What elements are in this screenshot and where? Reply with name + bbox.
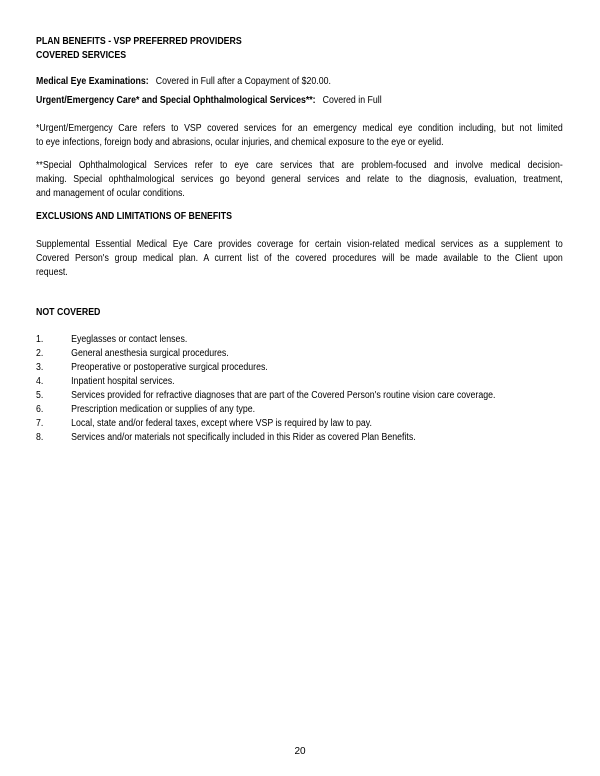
page-number: 20 xyxy=(294,746,306,757)
paragraph-line: Covered Person's group medical plan. A current list of the covered procedures will be made available to the Client upon xyxy=(36,253,563,264)
list-item-number: 7. xyxy=(36,418,44,429)
list-item-number: 4. xyxy=(36,376,44,387)
list-item-text: Services provided for refractive diagnoses that are part of the Covered Person's routine vision care coverage. xyxy=(71,390,496,401)
footnote-special-ophthalmological xyxy=(36,159,563,201)
footnote-line: and management of ocular conditions. xyxy=(36,188,185,199)
footnote-urgent-emergency-care xyxy=(36,122,563,150)
list-item xyxy=(36,333,563,347)
benefit-urgent-emergency-care xyxy=(36,94,563,108)
benefit-label: Urgent/Emergency Care* and Special Ophthalmological Services**: xyxy=(36,95,316,106)
benefit-value: Covered in Full xyxy=(322,95,382,106)
list-item-text: Eyeglasses or contact lenses. xyxy=(71,334,188,345)
list-item-text: General anesthesia surgical procedures. xyxy=(71,348,229,359)
list-item xyxy=(36,403,563,417)
title-line-covered-services: COVERED SERVICES xyxy=(36,50,127,61)
list-item xyxy=(36,431,563,445)
list-item-number: 1. xyxy=(36,334,44,345)
list-item-number: 8. xyxy=(36,432,44,443)
list-item-text: Inpatient hospital services. xyxy=(71,376,175,387)
list-item-text: Prescription medication or supplies of any type. xyxy=(71,404,256,415)
paragraph-line: request. xyxy=(36,267,68,278)
benefit-medical-eye-examinations xyxy=(36,75,563,89)
document-title xyxy=(36,35,563,63)
footnote-line: *Urgent/Emergency Care refers to VSP covered services for an emergency medical eye condition including, but not limited xyxy=(36,123,563,134)
list-item xyxy=(36,361,563,375)
list-item-text: Services and/or materials not specifically included in this Rider as covered Plan Benefits. xyxy=(71,432,416,443)
list-item-number: 2. xyxy=(36,348,44,359)
footnote-line: **Special Ophthalmological Services refer to eye care services that are problem-focused and involve medical decision- xyxy=(36,160,563,171)
list-item-text: Preoperative or postoperative surgical procedures. xyxy=(71,362,268,373)
list-item xyxy=(36,375,563,389)
document-content xyxy=(36,0,563,445)
heading-exclusions-and-limitations: EXCLUSIONS AND LIMITATIONS OF BENEFITS xyxy=(36,211,232,222)
list-item-number: 6. xyxy=(36,404,44,415)
paragraph-line: Supplemental Essential Medical Eye Care provides coverage for certain vision-related medical services as a supplement to xyxy=(36,239,563,250)
benefit-label: Medical Eye Examinations: xyxy=(36,76,149,87)
title-line-plan-benefits: PLAN BENEFITS - VSP PREFERRED PROVIDERS xyxy=(36,36,242,47)
not-covered-list xyxy=(36,333,563,445)
heading-not-covered: NOT COVERED xyxy=(36,307,101,318)
footnote-line: making. Special ophthalmological services go beyond general services and relate to the diagnosis, evaluation, treatment, xyxy=(36,174,563,185)
paragraph-supplemental-essential xyxy=(36,238,563,280)
list-item xyxy=(36,389,563,403)
list-item xyxy=(36,417,563,431)
list-item-number: 3. xyxy=(36,362,44,373)
list-item-text: Local, state and/or federal taxes, except where VSP is required by law to pay. xyxy=(71,418,372,429)
benefit-value: Covered in Full after a Copayment of $20.00. xyxy=(155,76,331,87)
footnote-line: to eye infections, foreign body and abrasions, ocular injuries, and chemical exposure to the eye or eyelid. xyxy=(36,137,444,148)
list-item-number: 5. xyxy=(36,390,44,401)
list-item xyxy=(36,347,563,361)
